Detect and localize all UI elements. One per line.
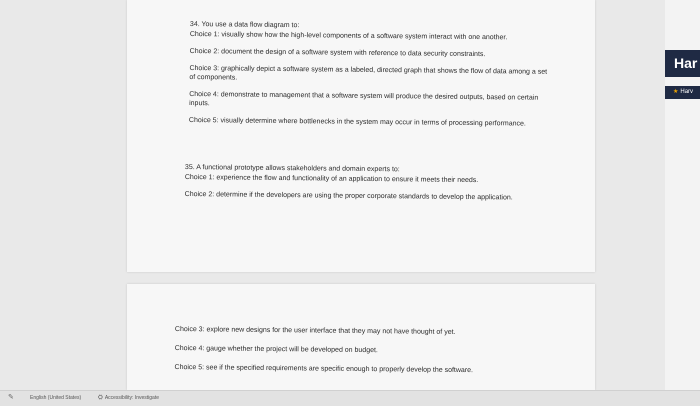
question-35 xyxy=(185,163,515,210)
side-panel-title[interactable]: Har xyxy=(665,50,700,77)
star-icon: ★ xyxy=(673,89,679,95)
question-34-title: 34. You use a data flow diagram to: xyxy=(189,20,300,30)
edit-icon[interactable]: ✎ xyxy=(8,394,14,401)
side-panel-subtitle[interactable] xyxy=(665,86,700,99)
document-page-bottom xyxy=(127,284,595,390)
document-page-top xyxy=(127,0,595,272)
side-panel-subtitle-text: Harv xyxy=(680,89,694,95)
question-34-choice-5: Choice 5: visually determine where bottlenecks in the system may occur in terms of processing performance. xyxy=(188,116,526,128)
status-bar xyxy=(0,390,700,406)
question-35-continued xyxy=(174,325,525,386)
question-35-choice-4: Choice 4: gauge whether the project will be developed on budget. xyxy=(174,344,378,355)
side-panel xyxy=(665,0,700,405)
accessibility-icon: ⛭ xyxy=(98,395,103,401)
question-34 xyxy=(189,20,550,137)
question-34-choice-2: Choice 2: document the design of a software system with reference to data security constraints. xyxy=(189,47,486,59)
question-34-choice-3: Choice 3: graphically depict a software system as a labeled, directed graph that shows the flow of data among a set of components. xyxy=(189,64,548,82)
question-35-choice-1: Choice 1: experience the flow and functionality of an application to ensure it meets their needs. xyxy=(184,173,479,185)
question-35-title: 35. A functional prototype allows stakeholders and domain experts to: xyxy=(184,163,400,174)
language-indicator[interactable]: English (United States) xyxy=(30,395,82,401)
question-35-choice-2: Choice 2: determine if the developers are using the proper corporate standards to develop the application. xyxy=(184,190,513,202)
accessibility-status-text: Accessibility: Investigate xyxy=(104,395,160,401)
question-34-choice-1: Choice 1: visually show how the high-level components of a software system interact with one another. xyxy=(189,30,508,42)
question-35-choice-5: Choice 5: see if the specified requirements are specific enough to properly develop the software. xyxy=(174,363,474,375)
question-34-choice-4: Choice 4: demonstrate to management that a software system will produce the desired outputs, based on certain inputs. xyxy=(189,90,539,108)
accessibility-status[interactable] xyxy=(98,391,159,405)
question-35-choice-3: Choice 3: explore new designs for the user interface that they may not have thought of yet. xyxy=(174,325,456,336)
